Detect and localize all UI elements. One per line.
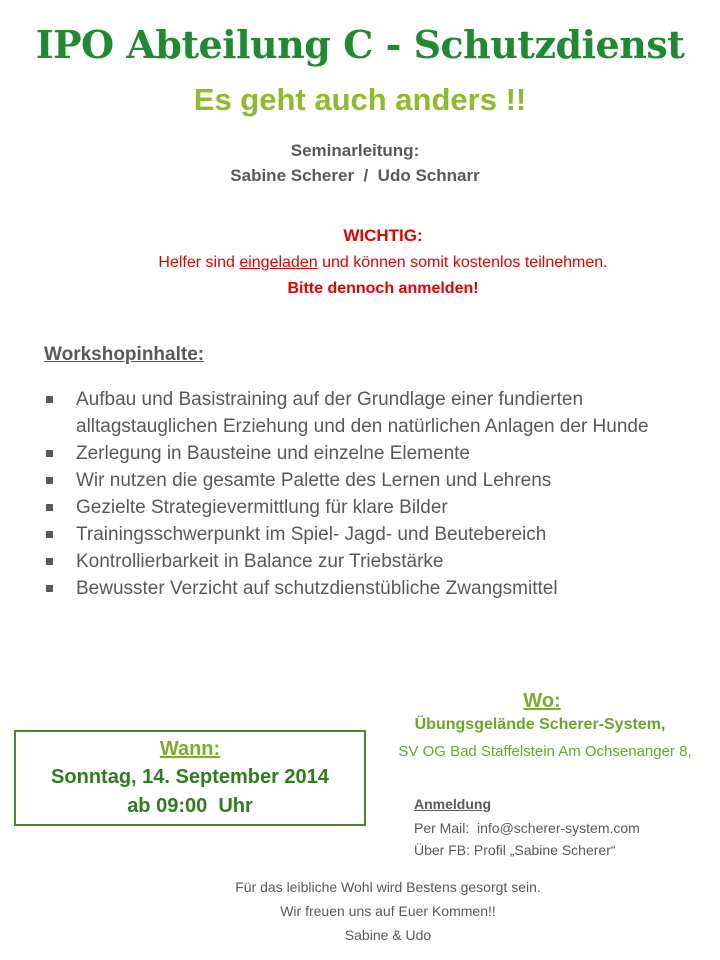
when-date: Sonntag, 14. September 2014 bbox=[51, 766, 329, 788]
seminar-names: Sabine Scherer / Udo Schnarr bbox=[230, 166, 480, 185]
list-item-text: Zerlegung in Bausteine und einzelne Elemente bbox=[76, 443, 470, 464]
registration-mail: Per Mail: info@scherer-system.com bbox=[414, 820, 640, 836]
registration-facebook: Über FB: Profil „Sabine Scherer“ bbox=[414, 842, 616, 858]
list-item bbox=[44, 467, 694, 494]
when-title: Wann: bbox=[159, 738, 221, 760]
important-text bbox=[0, 254, 720, 272]
closing-line: Für das leibliche Wohl wird Bestens gesorgt sein. bbox=[235, 879, 541, 895]
important-title: WICHTIG: bbox=[343, 226, 423, 245]
bullet-icon bbox=[46, 585, 53, 592]
list-item bbox=[44, 494, 694, 521]
page-subtitle: Es geht auch anders !! bbox=[193, 82, 527, 117]
list-item-text: Trainingsschwerpunkt im Spiel- Jagd- und Beutebereich bbox=[76, 524, 547, 545]
list-item bbox=[44, 440, 694, 467]
where-address: SV OG Bad Staffelstein Am Ochsenanger 8, bbox=[398, 743, 692, 760]
bullet-icon bbox=[46, 504, 53, 511]
list-item-text: Kontrollierbarkeit in Balance zur Triebstärke bbox=[76, 551, 444, 572]
list-item-text: Aufbau und Basistraining auf der Grundlage einer fundierten alltagstauglichen Erziehung und den natürlichen Anlagen der Hunde bbox=[76, 389, 649, 437]
list-item-text: Wir nutzen die gesamte Palette des Lernen und Lehrens bbox=[76, 470, 552, 491]
where-place: Übungsgelände Scherer-System, bbox=[414, 716, 666, 733]
list-item bbox=[44, 386, 694, 440]
closing-line: Wir freuen uns auf Euer Kommen!! bbox=[280, 903, 496, 919]
important-text-underlined: eingeladen bbox=[239, 254, 318, 271]
list-item bbox=[44, 521, 694, 548]
page-title: IPO Abteilung C - Schutzdienst bbox=[35, 22, 685, 67]
where-title: Wo: bbox=[523, 690, 561, 712]
important-note: Bitte dennoch anmelden! bbox=[287, 280, 479, 297]
bullet-icon bbox=[46, 477, 53, 484]
registration-title: Anmeldung bbox=[414, 796, 491, 812]
workshop-list bbox=[44, 386, 694, 602]
bullet-icon bbox=[46, 450, 53, 457]
workshop-heading: Workshopinhalte: bbox=[44, 344, 205, 365]
when-time: ab 09:00 Uhr bbox=[127, 795, 253, 817]
bullet-icon bbox=[46, 558, 53, 565]
important-text-end: und können somit kostenlos teilnehmen. bbox=[317, 254, 608, 271]
closing-signature: Sabine & Udo bbox=[344, 927, 432, 943]
list-item-text: Bewusster Verzicht auf schutzdienstübliche Zwangsmittel bbox=[76, 578, 558, 599]
bullet-icon bbox=[46, 531, 53, 538]
bullet-icon bbox=[46, 396, 53, 403]
list-item bbox=[44, 575, 694, 602]
important-text-start: Helfer sind bbox=[158, 254, 240, 271]
list-item bbox=[44, 548, 694, 575]
list-item-text: Gezielte Strategievermittlung für klare Bilder bbox=[76, 497, 448, 518]
seminar-label: Seminarleitung: bbox=[290, 141, 420, 160]
